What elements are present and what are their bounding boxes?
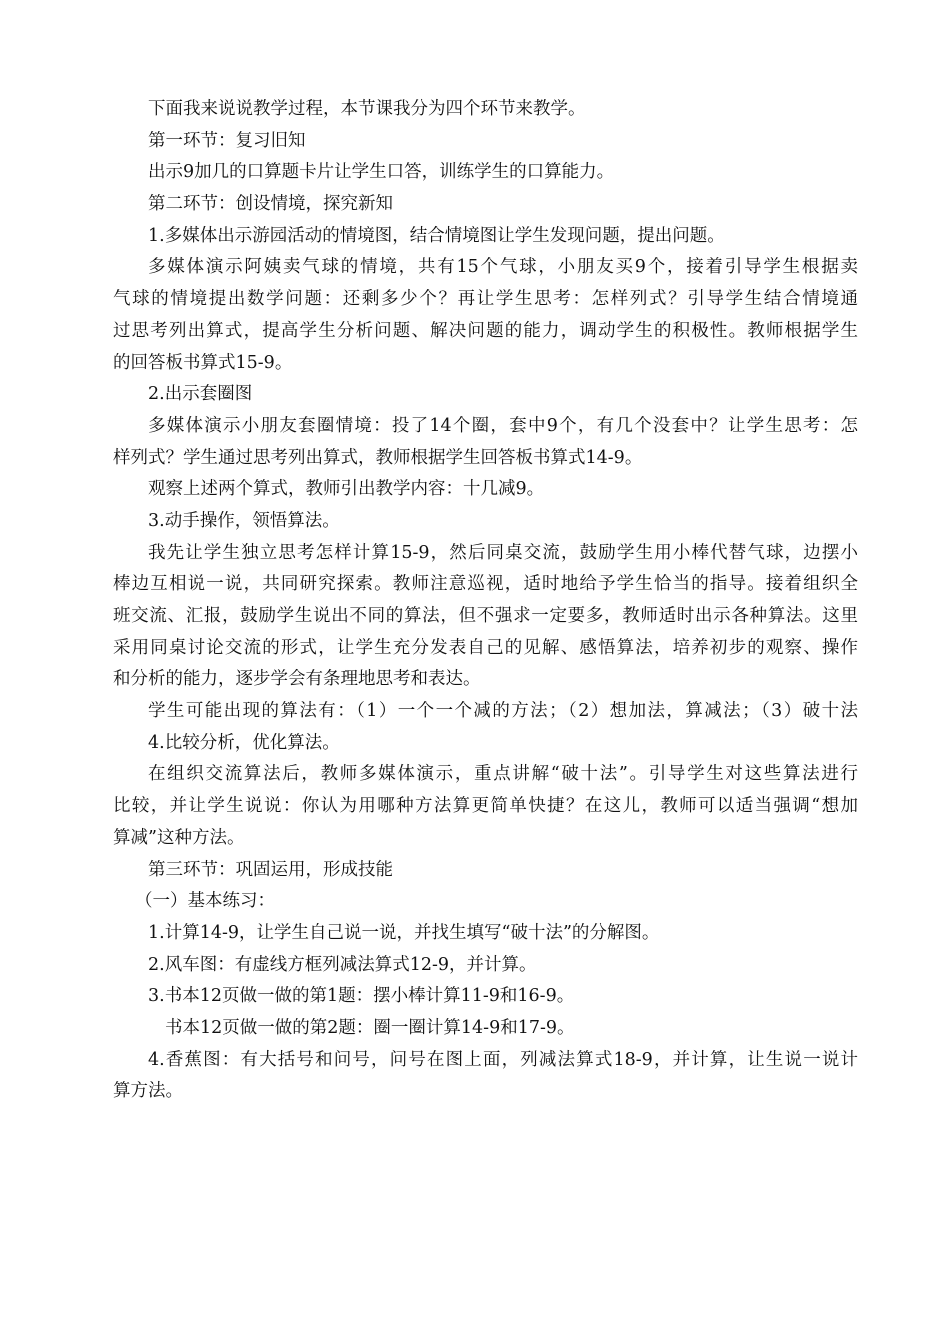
paragraph-line: 多媒体演示阿姨卖气球的情境，共有15个气球，小朋友买9个，接着引导学生根据卖 [148, 257, 858, 278]
paragraph-line: 下面我来说说教学过程，本节课我分为四个环节来教学。 [148, 99, 586, 119]
list-item: 2.风车图：有虚线方框列减法算式12-9，并计算。 [148, 954, 537, 975]
paragraph-line: 的回答板书算式15-9。 [113, 352, 293, 373]
section-heading: 第三环节：巩固运用，形成技能 [148, 859, 393, 880]
list-item: 1.多媒体出示游园活动的情境图，结合情境图让学生发现问题，提出问题。 [148, 225, 725, 246]
list-item: 3.动手操作，领悟算法。 [148, 510, 340, 531]
list-item: 书本12页做一做的第2题：圈一圈计算14-9和17-9。 [165, 1017, 575, 1038]
subsection-heading: （一）基本练习： [135, 891, 275, 912]
paragraph-line: 采用同桌讨论交流的形式，让学生充分发表自己的见解、感悟算法，培养初步的观察、操作 [113, 637, 858, 658]
paragraph-line: 棒边互相说一说，共同研究探索。教师注意巡视，适时地给予学生恰当的指导。接着组织全 [113, 574, 858, 595]
paragraph-line: 多媒体演示小朋友套圈情境：投了14个圈，套中9个，有几个没套中？让学生思考：怎 [148, 415, 858, 436]
paragraph-line: 算方法。 [113, 1081, 183, 1102]
section-heading: 第一环节：复习旧知 [148, 130, 306, 151]
paragraph-line: 过思考列出算式，提高学生分析问题、解决问题的能力，调动学生的积极性。教师根据学生 [113, 320, 858, 341]
section-heading: 第二环节：创设情境，探究新知 [148, 194, 393, 215]
paragraph-line: 和分析的能力，逐步学会有条理地思考和表达。 [113, 669, 481, 690]
list-item: 4.比较分析，优化算法。 [148, 732, 340, 753]
list-item: 4.香蕉图：有大括号和问号，问号在图上面，列减法算式18-9，并计算，让生说一说计 [148, 1049, 858, 1070]
paragraph-line: 出示9加几的口算题卡片让学生口答，训练学生的口算能力。 [148, 162, 615, 183]
paragraph-line: 在组织交流算法后，教师多媒体演示，重点讲解“破十法”。引导学生对这些算法进行 [148, 764, 858, 785]
paragraph-line: 我先让学生独立思考怎样计算15-9，然后同桌交流，鼓励学生用小棒代替气球，边摆小 [148, 542, 858, 563]
paragraph-line: 比较，并让学生说说：你认为用哪种方法算更简单快捷？在这儿，教师可以适当强调“想加 [113, 796, 858, 817]
list-item: 3.书本12页做一做的第1题：摆小棒计算11-9和16-9。 [148, 986, 575, 1007]
paragraph-line: 气球的情境提出数学问题：还剩多少个？再让学生思考：怎样列式？引导学生结合情境通 [113, 289, 858, 310]
paragraph-line: 学生可能出现的算法有：（1）一个一个减的方法；（2）想加法，算减法；（3）破十法 [148, 701, 858, 722]
paragraph-line: 班交流、汇报，鼓励学生说出不同的算法，但不强求一定要多，教师适时出示各种算法。这里 [113, 606, 858, 626]
paragraph-line: 样列式？学生通过思考列出算式，教师根据学生回答板书算式14-9。 [113, 447, 643, 468]
list-item: 1.计算14-9，让学生自己说一说，并找生填写“破十法”的分解图。 [148, 922, 660, 943]
document-body [113, 94, 858, 1108]
paragraph-line: 算减”这种方法。 [113, 827, 245, 848]
list-item: 2.出示套圈图 [148, 384, 253, 405]
paragraph-line: 观察上述两个算式，教师引出教学内容：十几减9。 [148, 479, 545, 500]
